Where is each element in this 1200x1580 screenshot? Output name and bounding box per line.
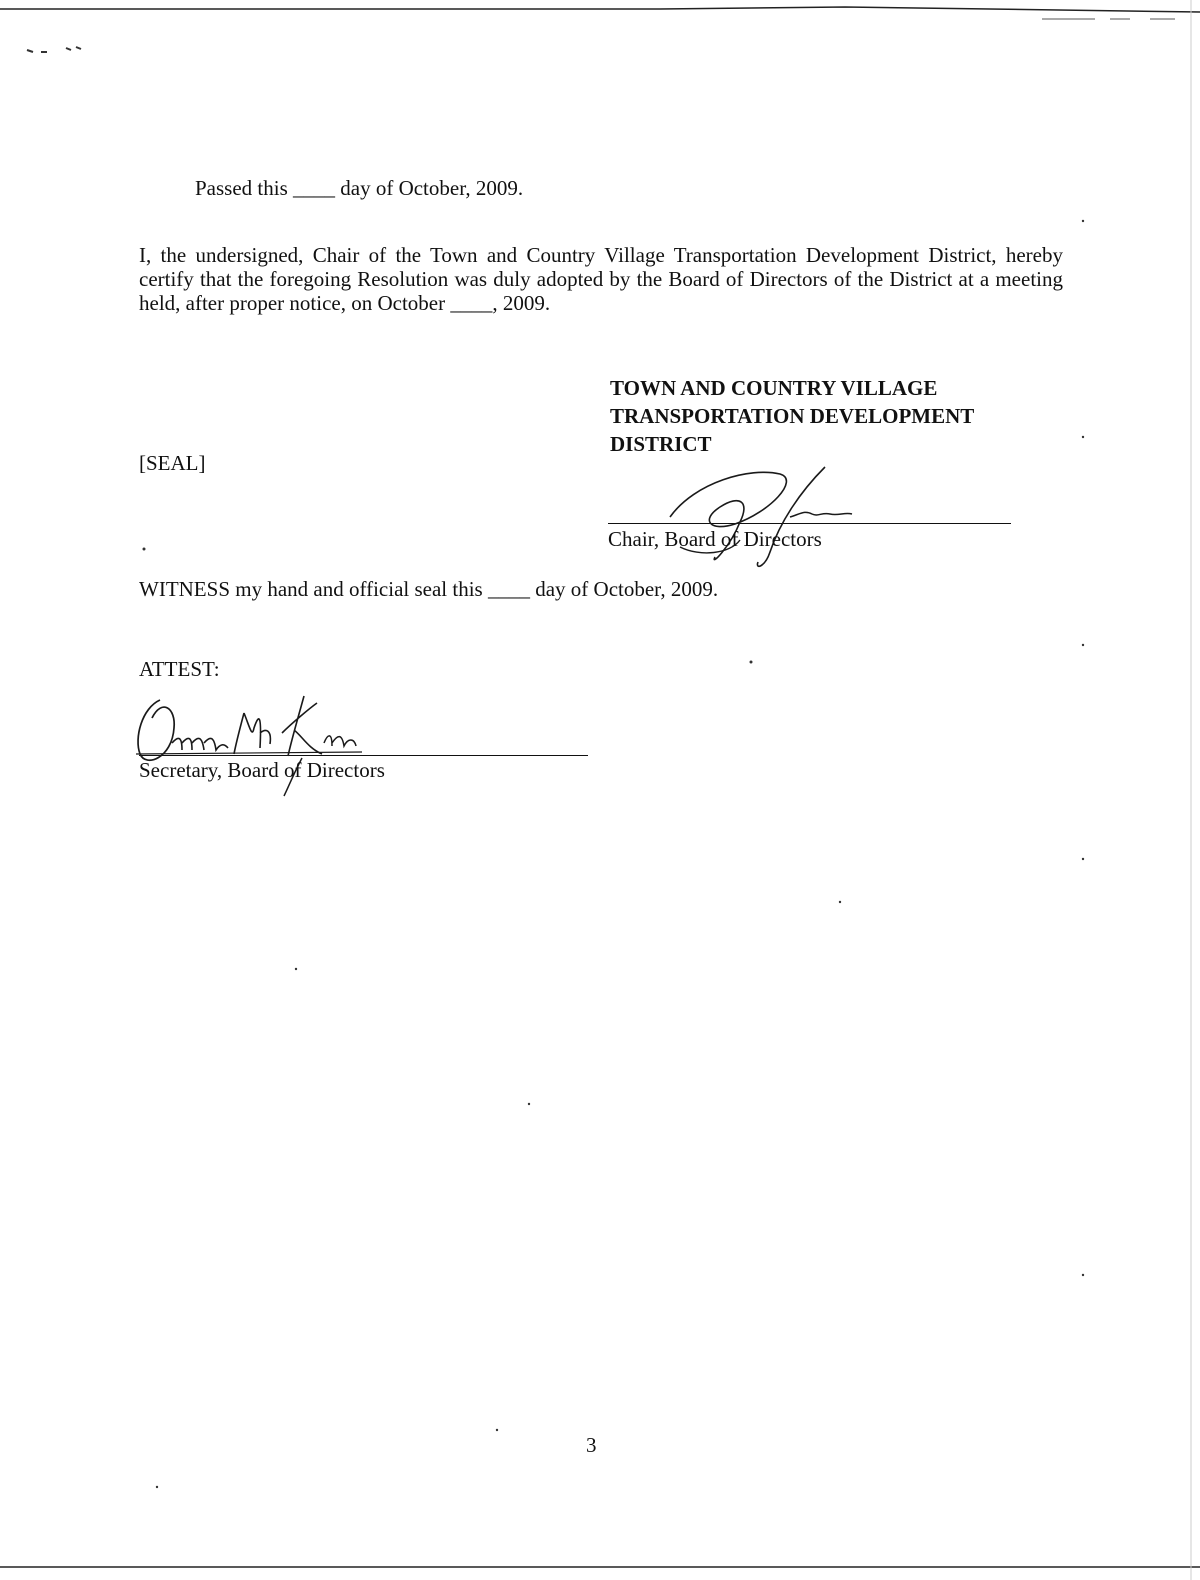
attest-label: ATTEST: xyxy=(139,657,220,681)
certification-paragraph: I, the undersigned, Chair of the Town and Country Village Transportation Development District, hereby certify that the foregoing Resolution was duly adopted by the Board of Directors of the District at a meeting held, after proper notice, on October ____, 2009. xyxy=(139,243,1063,315)
chair-caption: Chair, Board of Directors xyxy=(608,527,822,551)
chair-signature-line xyxy=(608,523,1011,524)
secretary-signature-line xyxy=(139,755,588,756)
seal-placeholder: [SEAL] xyxy=(139,451,206,475)
witness-line: WITNESS my hand and official seal this ____ day of October, 2009. xyxy=(139,577,719,601)
organization-name-line-2: TRANSPORTATION DEVELOPMENT xyxy=(610,404,975,428)
passed-line: Passed this ____ day of October, 2009. xyxy=(195,176,524,200)
chair-signature xyxy=(640,462,870,577)
organization-name-line-1: TOWN AND COUNTRY VILLAGE xyxy=(610,376,938,400)
page-number: 3 xyxy=(586,1433,597,1457)
organization-name xyxy=(610,374,1050,458)
secretary-signature xyxy=(132,688,372,800)
organization-name-line-3: DISTRICT xyxy=(610,432,712,456)
secretary-caption: Secretary, Board of Directors xyxy=(139,758,385,782)
